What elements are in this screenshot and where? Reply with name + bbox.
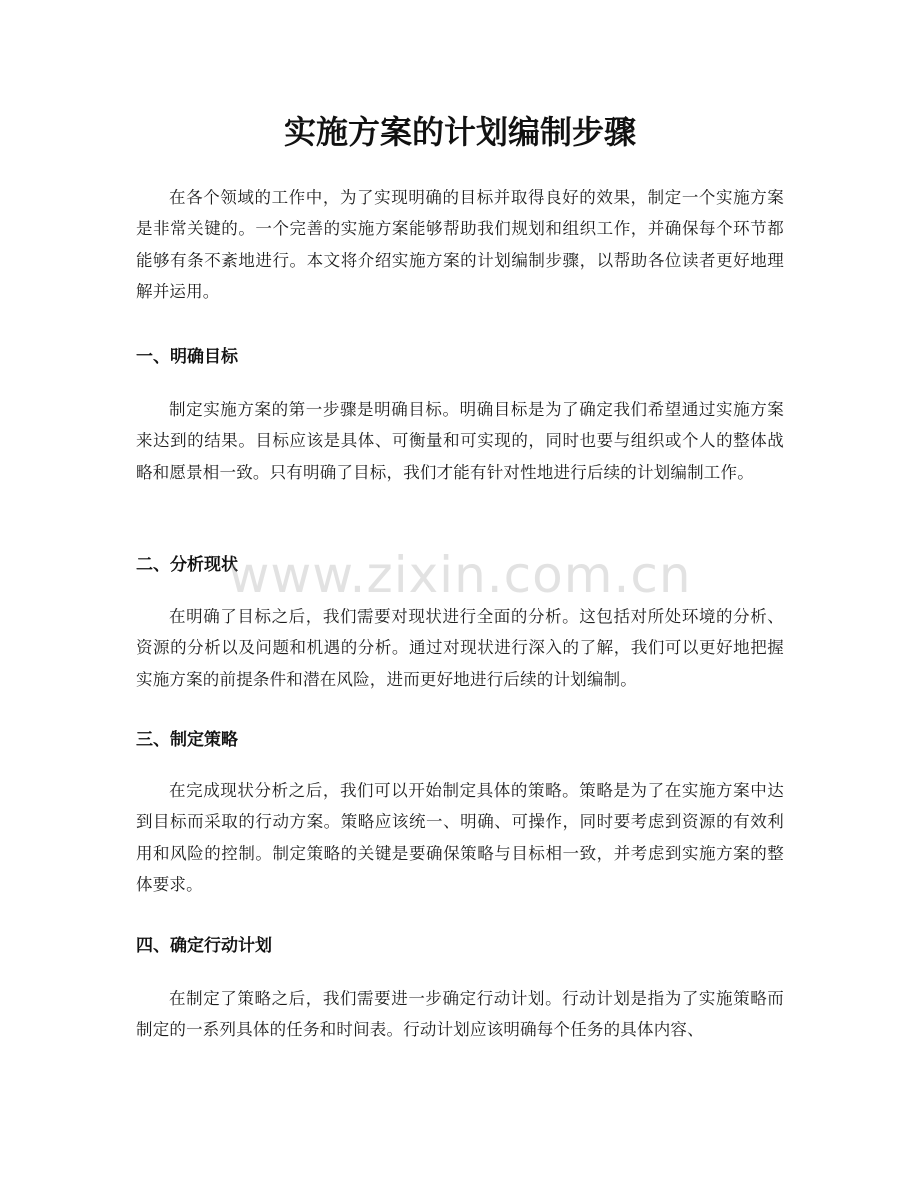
intro-paragraph: 在各个领域的工作中，为了实现明确的目标并取得良好的效果，制定一个实施方案是非常关键的。一个完善的实施方案能够帮助我们规划和组织工作，并确保每个环节都能够有条不紊地进行。本文将介绍实施方案的计划编制步骤，以帮助各位读者更好地理解并运用。 [136, 188, 784, 302]
section-heading-1: 一、明确目标 [136, 347, 238, 367]
watermark: www.zixin.com.cn [228, 546, 692, 604]
section-body-1: 制定实施方案的第一步骤是明确目标。明确目标是为了确定我们希望通过实施方案来达到的结果。目标应该是具体、可衡量和可实现的，同时也要与组织或个人的整体战略和愿景相一致。只有明确了目标，我们才能有针对性地进行后续的计划编制工作。 [136, 400, 784, 482]
section-heading-2: 二、分析现状 [136, 555, 238, 575]
section-body-3: 在完成现状分析之后，我们可以开始制定具体的策略。策略是为了在实施方案中达到目标而采取的行动方案。策略应该统一、明确、可操作，同时要考虑到资源的有效利用和风险的控制。制定策略的关键是要确保策略与目标相一致，并考虑到实施方案的整体要求。 [136, 781, 784, 895]
section-body-2: 在明确了目标之后，我们需要对现状进行全面的分析。这包括对所处环境的分析、资源的分析以及问题和机遇的分析。通过对现状进行深入的了解，我们可以更好地把握实施方案的前提条件和潜在风险，进而更好地进行后续的计划编制。 [136, 607, 784, 689]
section-heading-4: 四、确定行动计划 [136, 936, 272, 956]
section-body-4: 在制定了策略之后，我们需要进一步确定行动计划。行动计划是指为了实施策略而制定的一系列具体的任务和时间表。行动计划应该明确每个任务的具体内容、 [136, 989, 784, 1040]
page-title: 实施方案的计划编制步骤 [283, 113, 636, 151]
section-heading-3: 三、制定策略 [136, 730, 238, 750]
